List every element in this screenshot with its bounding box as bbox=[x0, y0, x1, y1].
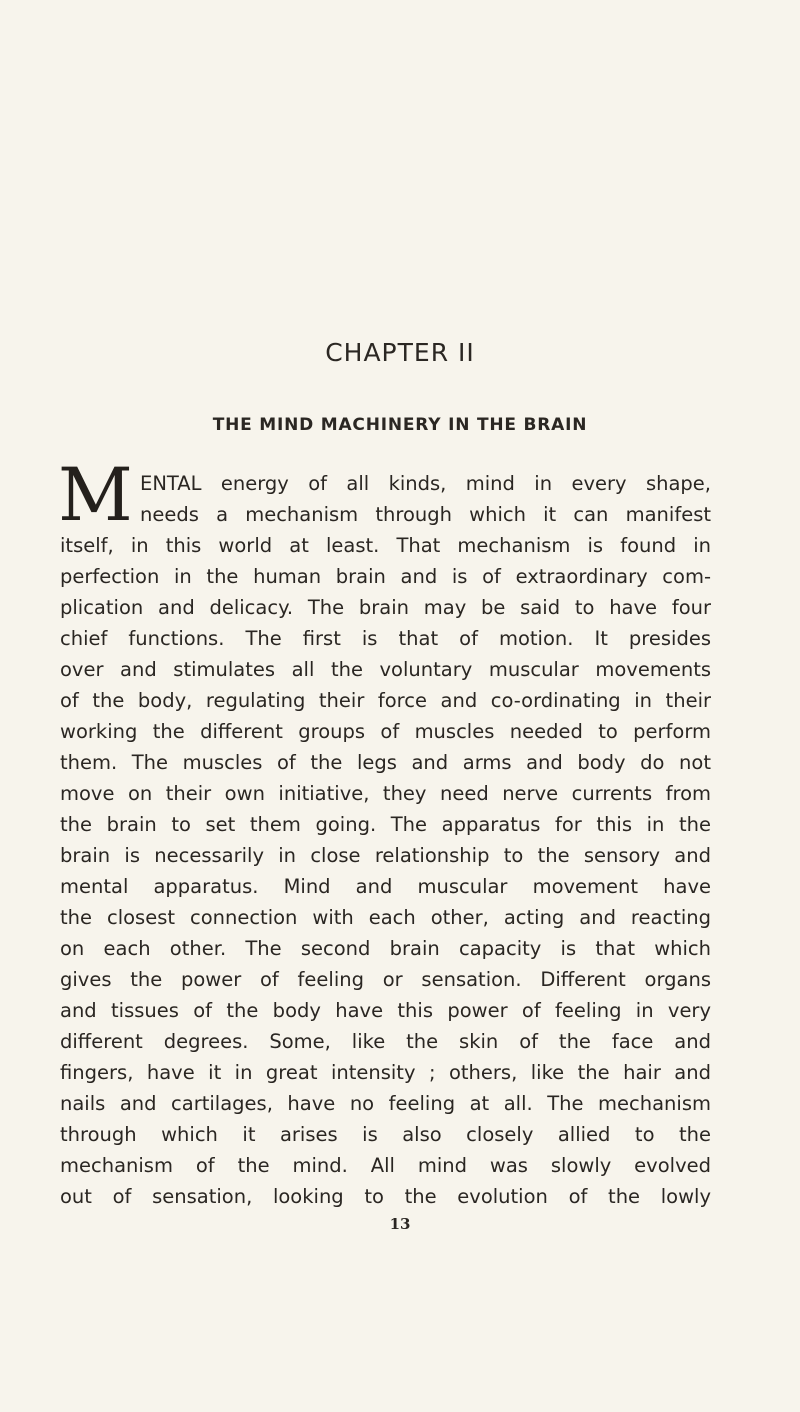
text-line: brain is necessarily in close relationship to the sensory and bbox=[60, 844, 711, 867]
text-line: the brain to set them going. The apparatus for this in the bbox=[60, 813, 711, 836]
chapter-subtitle: THE MIND MACHINERY IN THE BRAIN bbox=[212, 415, 588, 435]
text-line: mental apparatus. Mind and muscular movement have bbox=[60, 875, 711, 898]
text-line: plication and delicacy. The brain may be said to have four bbox=[60, 596, 711, 619]
text-line: over and stimulates all the voluntary muscular movements bbox=[60, 658, 711, 681]
text-line: of the body, regulating their force and co-ordinating in their bbox=[60, 689, 711, 712]
text-line: them. The muscles of the legs and arms and body do not bbox=[60, 751, 711, 774]
text-line: move on their own initiative, they need nerve currents from bbox=[60, 782, 711, 805]
text-line: gives the power of feeling or sensation. Different organs bbox=[60, 968, 711, 991]
text-line: needs a mechanism through which it can manifest bbox=[140, 503, 711, 526]
text-line: perfection in the human brain and is of extraordinary com- bbox=[60, 565, 711, 588]
text-line: working the different groups of muscles needed to perform bbox=[60, 720, 711, 743]
body-paragraph bbox=[60, 468, 711, 1212]
text-line: nails and cartilages, have no feeling at all. The mechanism bbox=[60, 1092, 711, 1115]
text-line: and tissues of the body have this power of feeling in very bbox=[60, 999, 711, 1022]
text-line: itself, in this world at least. That mechanism is found in bbox=[60, 534, 711, 557]
text-line: through which it arises is also closely allied to the bbox=[60, 1123, 711, 1146]
page-number: 13 bbox=[389, 1215, 411, 1233]
chapter-title: CHAPTER II bbox=[325, 338, 475, 367]
text-line: on each other. The second brain capacity is that which bbox=[60, 937, 711, 960]
drop-cap: M bbox=[58, 453, 133, 538]
text-line: mechanism of the mind. All mind was slowly evolved bbox=[60, 1154, 711, 1177]
text-line: chief functions. The first is that of motion. It presides bbox=[60, 627, 711, 650]
text-line: ENTAL energy of all kinds, mind in every shape, bbox=[140, 472, 711, 495]
text-line: the closest connection with each other, acting and reacting bbox=[60, 906, 711, 929]
text-line: out of sensation, looking to the evolution of the lowly bbox=[60, 1185, 711, 1208]
text-line: fingers, have it in great intensity ; others, like the hair and bbox=[60, 1061, 711, 1084]
text-line: different degrees. Some, like the skin of the face and bbox=[60, 1030, 711, 1053]
